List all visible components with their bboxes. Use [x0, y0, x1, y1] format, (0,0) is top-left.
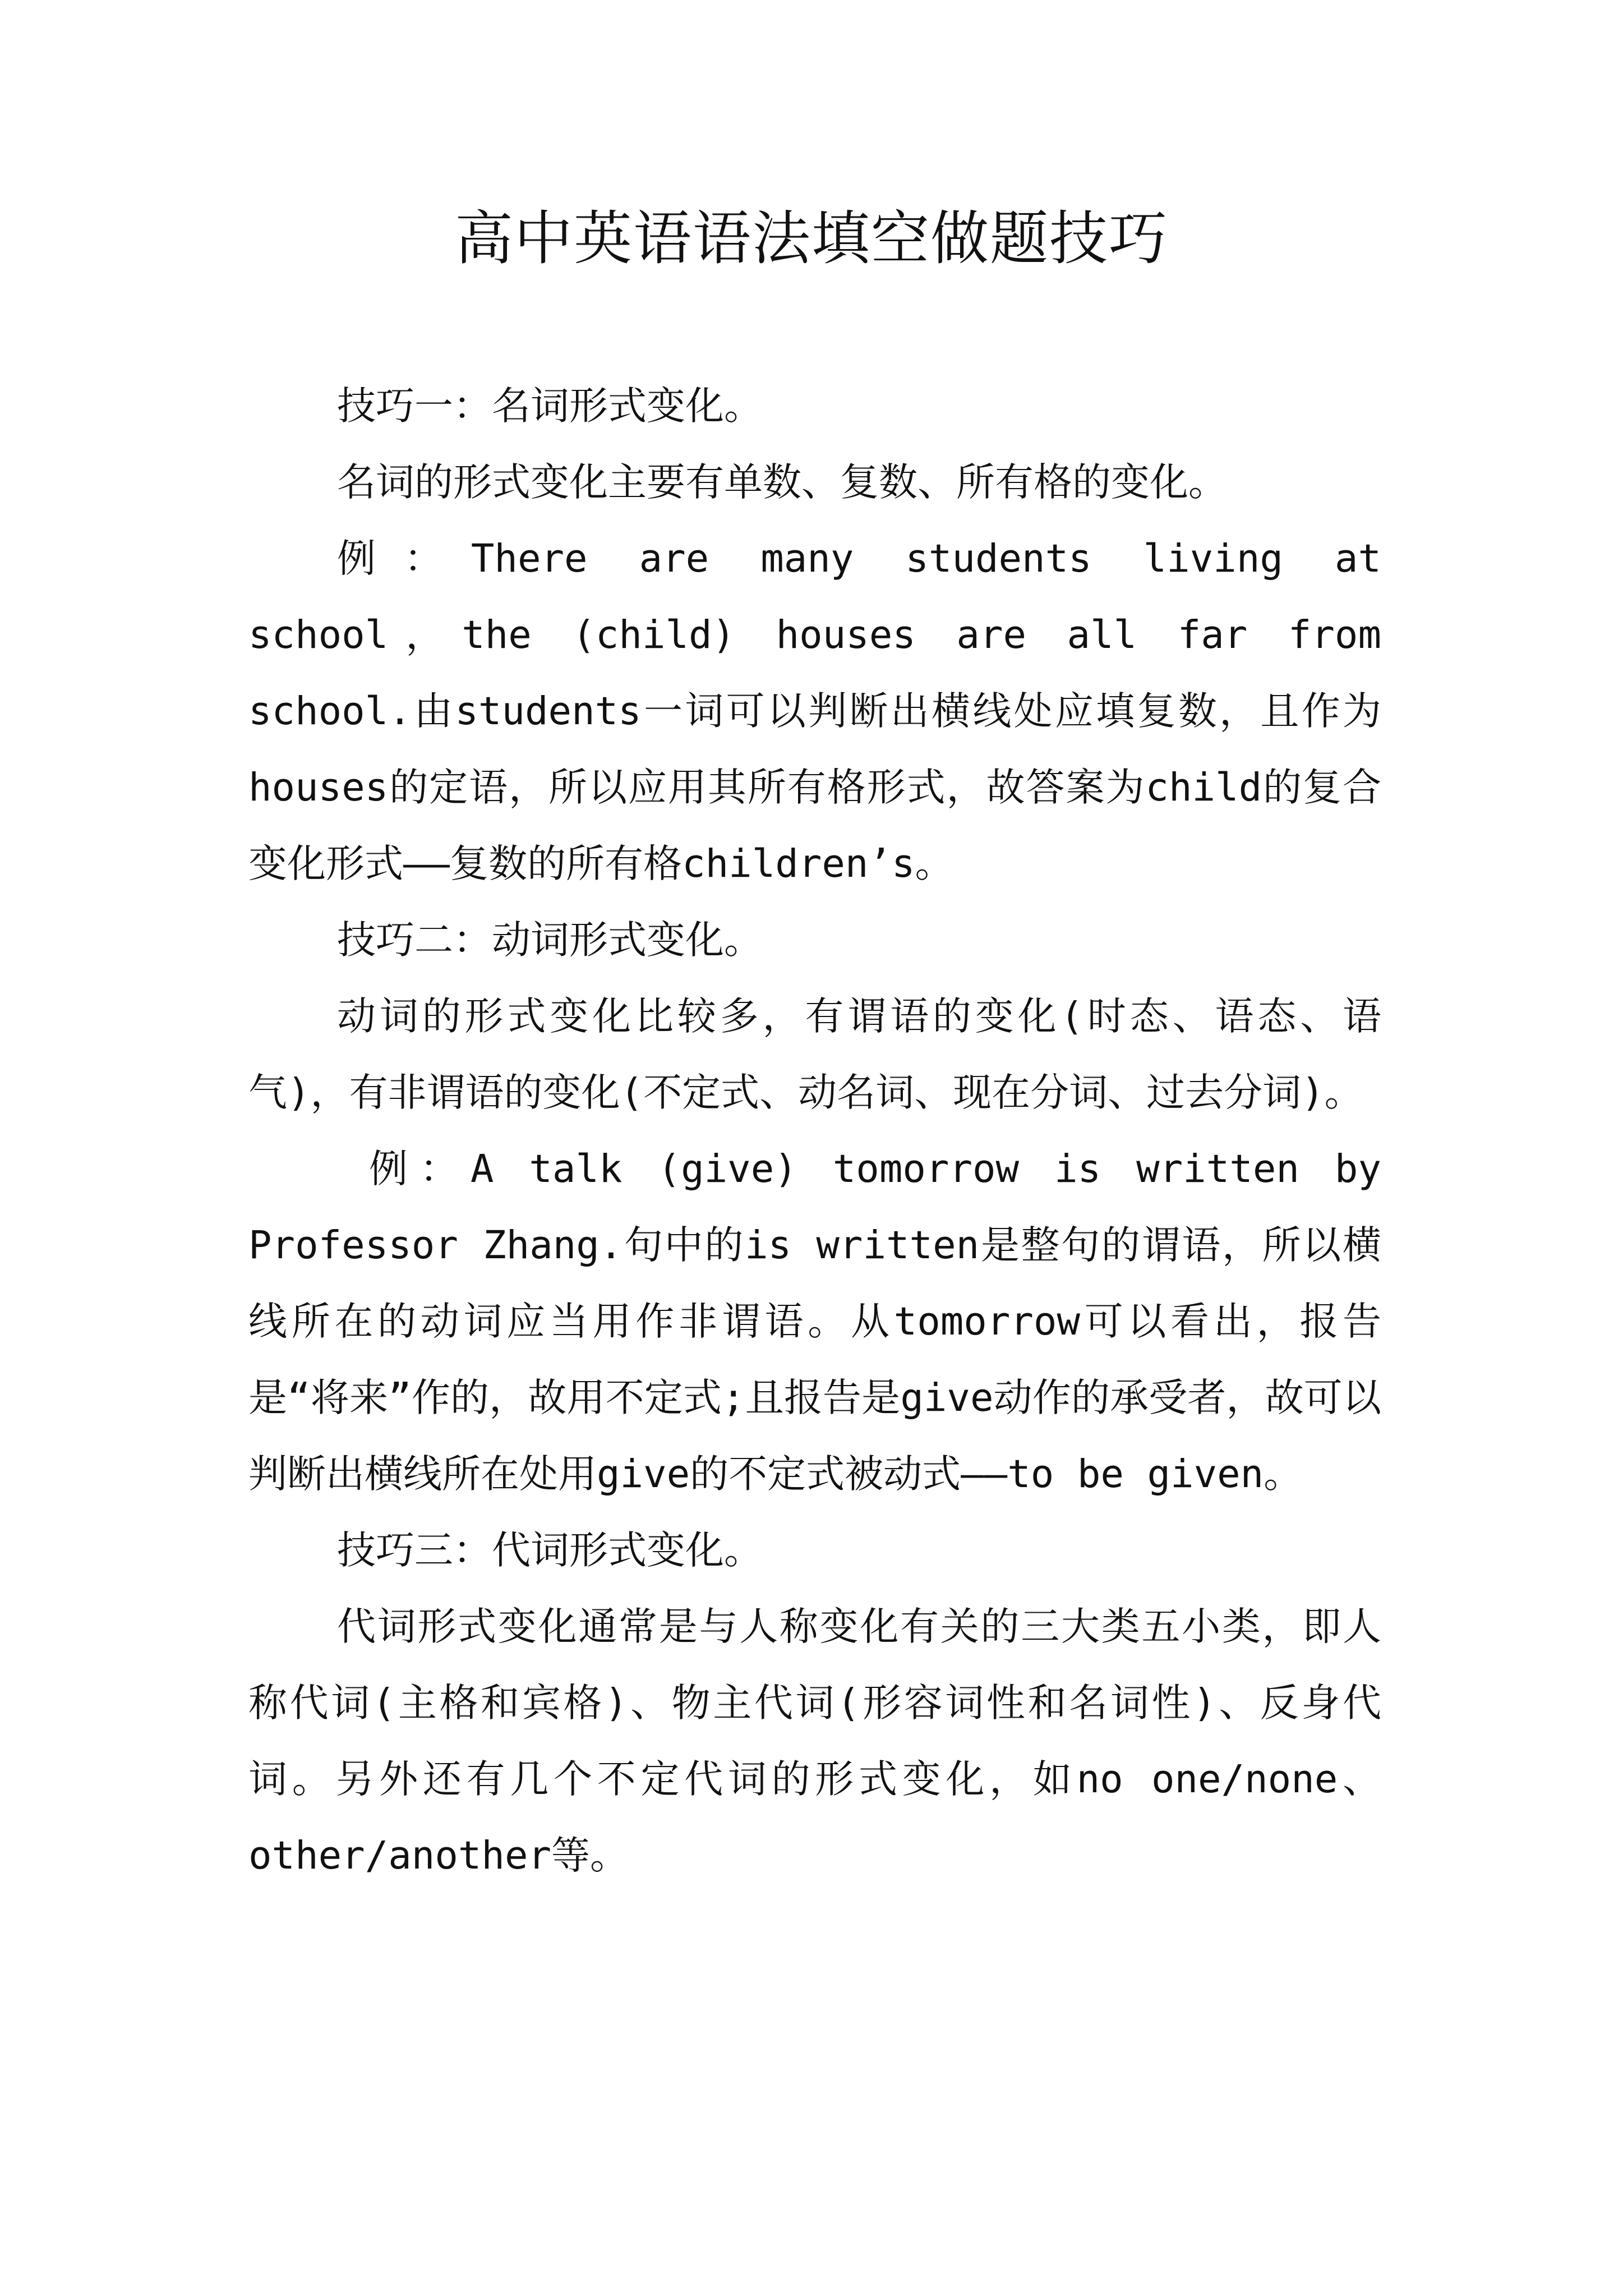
tip-1-description: 名词的形式变化主要有单数、复数、所有格的变化。 — [337, 460, 1227, 505]
tip-2-description: 动词的形式变化比较多，有谓语的变化(时态、语态、语气)，有非谓语的变化(不定式、动名词、现在分词、过去分词)。 — [248, 994, 1381, 1115]
tip-1-heading: 技巧一：名词形式变化。 — [337, 384, 763, 429]
tip-1-example: 例：There are many students living at school，the (child) houses are all far from school.由students一词可以判断出横线处应填复数，且作为houses的定语，所以应用其所有格形式，故答案为child的复合变化形式——复数的所有格children’s。 — [248, 536, 1381, 886]
tip-2-example: 例：A talk (give) tomorrow is written by Professor Zhang.句中的is written是整句的谓语，所以横线所在的动词应当用作非谓语。从tomorrow可以看出，报告是“将来”作的，故用不定式;且报告是give动作的承受者，故可以判断出横线所在处用give的不定式被动式——to be given。 — [248, 1147, 1381, 1497]
document-body — [248, 368, 1381, 1894]
tip-3-description: 代词形式变化通常是与人称变化有关的三大类五小类，即人称代词(主格和宾格)、物主代词(形容词性和名词性)、反身代词。另外还有几个不定代词的形式变化，如no one/none、other/another等。 — [248, 1604, 1381, 1878]
tip-2-heading: 技巧二：动词形式变化。 — [337, 918, 763, 963]
document-title: 高中英语语法填空做题技巧 — [454, 204, 1168, 273]
tip-3-heading: 技巧三：代词形式变化。 — [337, 1528, 763, 1573]
